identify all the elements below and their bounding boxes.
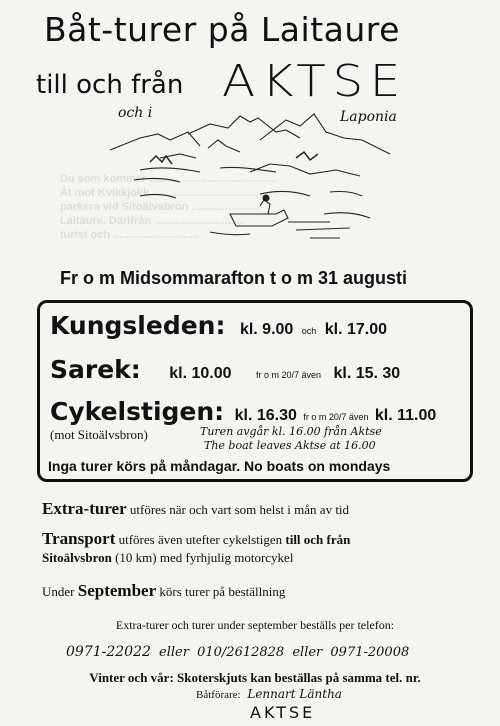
sarek-time2: kl. 15. 30: [333, 365, 401, 382]
cykelstigen-time1: kl. 16.30: [234, 407, 297, 424]
kungsleden-time2: kl. 17.00: [324, 321, 388, 338]
or-1: eller: [159, 645, 189, 660]
transport-label: Transport: [42, 529, 116, 548]
sarek-label: Sarek:: [50, 355, 141, 384]
september-text: [42, 582, 482, 601]
driver-label: Båtförare:: [196, 689, 241, 701]
transport-text: [42, 530, 482, 567]
bleed-through-text: Du som kommer .......................................... Åt mot Kvikkjokk .................................... parkera vid Sitoälvsbron ...................... Laitaure. Därifrån .............................. turist och ............................: [60, 173, 278, 241]
handwritten-note-sv: Turen avgår kl. 16.00 från Aktse: [200, 425, 382, 438]
extra-turer-text: [42, 500, 482, 519]
schedule-box: [37, 300, 473, 482]
september-label: September: [77, 581, 157, 600]
transport-desc3: Sitoälvsbron: [42, 550, 112, 565]
transport-desc2: till och från: [285, 532, 351, 547]
kungsleden-label: Kungsleden:: [50, 311, 226, 340]
kungsleden-joiner: och: [301, 326, 317, 336]
title-place: AKTSE: [222, 56, 407, 107]
september-pre: Under: [42, 584, 75, 599]
cykelstigen-sub: (mot Sitoälvsbron): [50, 427, 148, 442]
mountain-lake-sketch: [100, 110, 420, 260]
sarek-row: [50, 355, 400, 384]
contact-intro: Extra-turer och turer under september beställs per telefon:: [115, 618, 395, 632]
extra-turer-desc: utföres när och vart som helst i mån av tid: [129, 502, 350, 517]
extra-turer-label: Extra-turer: [42, 499, 127, 518]
phone-numbers: [66, 644, 409, 660]
handwritten-note-en: The boat leaves Aktse at 16.00: [204, 439, 376, 452]
kungsleden-row: [50, 311, 387, 340]
och-i-label: och i: [118, 105, 153, 121]
transport-desc4: (10 km) med fyrhjulig motorcykel: [115, 550, 294, 565]
or-2: eller: [292, 645, 323, 660]
season-dates: Fr o m Midsommarafton t o m 31 augusti: [60, 268, 408, 288]
title-line-2: till och från: [36, 70, 184, 100]
title-line-1: Båt-turer på Laitaure: [44, 10, 400, 49]
footer-place: AKTSE: [250, 703, 316, 722]
sarek-time1: kl. 10.00: [169, 365, 232, 382]
laponia-label: Laponia: [340, 109, 397, 125]
transport-desc1: utföres även utefter cykelstigen: [118, 532, 283, 547]
cykelstigen-row: [50, 397, 436, 426]
boat-driver: [196, 687, 342, 701]
cykelstigen-note: fr o m 20/7 även: [303, 412, 369, 422]
phone-1: 0971-22022: [66, 644, 151, 660]
phone-2: 010/2612828: [197, 645, 285, 660]
sarek-note: fr o m 20/7 även: [255, 370, 322, 380]
cykelstigen-time2: kl. 11.00: [374, 407, 437, 424]
winter-notice: Vinter och vår: Skoterskjuts kan beställas på samma tel. nr.: [89, 670, 421, 685]
september-desc: körs turer på beställning: [159, 584, 286, 599]
driver-name: Lennart Läntha: [247, 687, 342, 701]
phone-3: 0971-20008: [330, 645, 410, 660]
no-boats-notice: Inga turer körs på måndagar. No boats on mondays: [48, 458, 391, 474]
cykelstigen-label: Cykelstigen:: [50, 397, 225, 426]
kungsleden-time1: kl. 9.00: [239, 321, 294, 338]
